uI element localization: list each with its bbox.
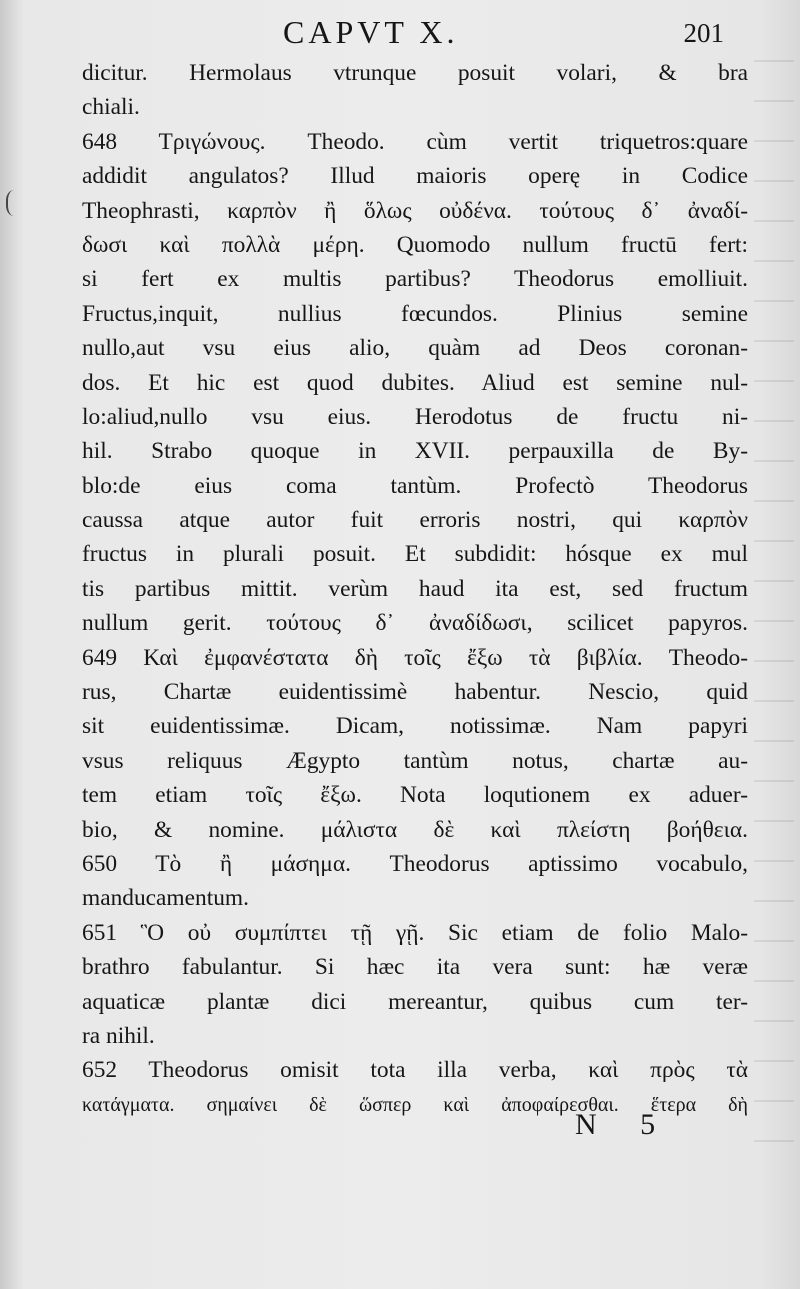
text-line: aquaticæ plantæ dici mereantur, quibus cum ter- bbox=[82, 988, 748, 1015]
text-line: chiali. bbox=[82, 94, 140, 121]
text-line: dos. Et hic est quod dubites. Aliud est semine nul- bbox=[82, 369, 748, 396]
margin-mark bbox=[6, 190, 26, 216]
text-line: brathro fabulantur. Si hæc ita vera sunt: hæ veræ bbox=[82, 954, 748, 981]
text-line: 650 Τὸ ἢ μάσημα. Theodorus aptissimo vocabulo, bbox=[82, 850, 748, 877]
chapter-title: CAPVT X. bbox=[283, 14, 459, 50]
text-line: fructus in plurali posuit. Et subdidit: hósque ex mul bbox=[82, 541, 748, 568]
text-body bbox=[82, 56, 748, 1122]
text-line: si fert ex multis partibus? Theodorus emolliuit. bbox=[82, 266, 748, 293]
text-line: nullum gerit. τούτους δ᾽ ἀναδίδωσι, scilicet papyros. bbox=[82, 610, 748, 637]
text-line: tis partibus mittit. verùm haud ita est, sed fructum bbox=[82, 575, 748, 602]
text-line: hil. Strabo quoque in XVII. perpauxilla de By- bbox=[82, 438, 748, 465]
text-line: rus, Chartæ euidentissimè habentur. Nescio, quid bbox=[82, 679, 748, 706]
text-line: bio, & nomine. μάλιστα δὲ καὶ πλείστη βοήθεια. bbox=[82, 816, 748, 843]
text-line: addidit angulatos? Illud maioris operę in Codice bbox=[82, 163, 748, 190]
text-line: 649 Καὶ ἐμφανέστατα δὴ τοῖς ἔξω τὰ βιβλία. Theodo- bbox=[82, 644, 748, 671]
text-line: dicitur. Hermolaus vtrunque posuit volari, & bra bbox=[82, 60, 748, 86]
text-line: tem etiam τοῖς ἔξω. Nota loqutionem ex aduer- bbox=[82, 782, 748, 809]
show-through-texture bbox=[754, 60, 794, 1160]
page-number: 201 bbox=[683, 18, 724, 48]
text-line: ra nihil. bbox=[82, 1022, 155, 1049]
running-head bbox=[0, 14, 800, 54]
text-line: δωσι καὶ πολλὰ μέρη. Quomodo nullum fructū fert: bbox=[82, 231, 748, 258]
signature-mark: N 5 bbox=[575, 1108, 674, 1141]
text-line: lo:aliud,nullo vsu eius. Herodotus de fructu ni- bbox=[82, 403, 748, 430]
text-line: caussa atque autor fuit erroris nostri, qui καρπὸν bbox=[82, 507, 748, 534]
text-line: manducamentum. bbox=[82, 885, 249, 912]
text-line: nullo,aut vsu eius alio, quàm ad Deos coronan- bbox=[82, 335, 748, 362]
text-line: 648 Τριγώνους. Theodo. cùm vertit triquetros:quare bbox=[82, 128, 748, 155]
text-line: Theophrasti, καρπὸν ἢ ὅλως οὐδένα. τούτους δ᾽ ἀναδί- bbox=[82, 197, 748, 224]
text-line: Fructus,inquit, nullius fœcundos. Plinius semine bbox=[82, 300, 748, 327]
text-line: sit euidentissimæ. Dicam, notissimæ. Nam papyri bbox=[82, 713, 748, 740]
text-line: 652 Theodorus omisit tota illa verba, καὶ πρὸς τὰ bbox=[82, 1057, 748, 1084]
text-line: κατάγματα. σημαίνει δὲ ὥσπερ καὶ ἀποφαίρεσθαι. ἕτερα δὴ bbox=[82, 1093, 748, 1116]
text-line: vsus reliquus Ægypto tantùm notus, chartæ au- bbox=[82, 747, 748, 774]
text-line: 651 Ὃ οὐ συμπίπτει τῇ γῇ. Sic etiam de folio Malo- bbox=[82, 919, 748, 946]
text-line: blo:de eius coma tantùm. Profectò Theodorus bbox=[82, 472, 748, 499]
